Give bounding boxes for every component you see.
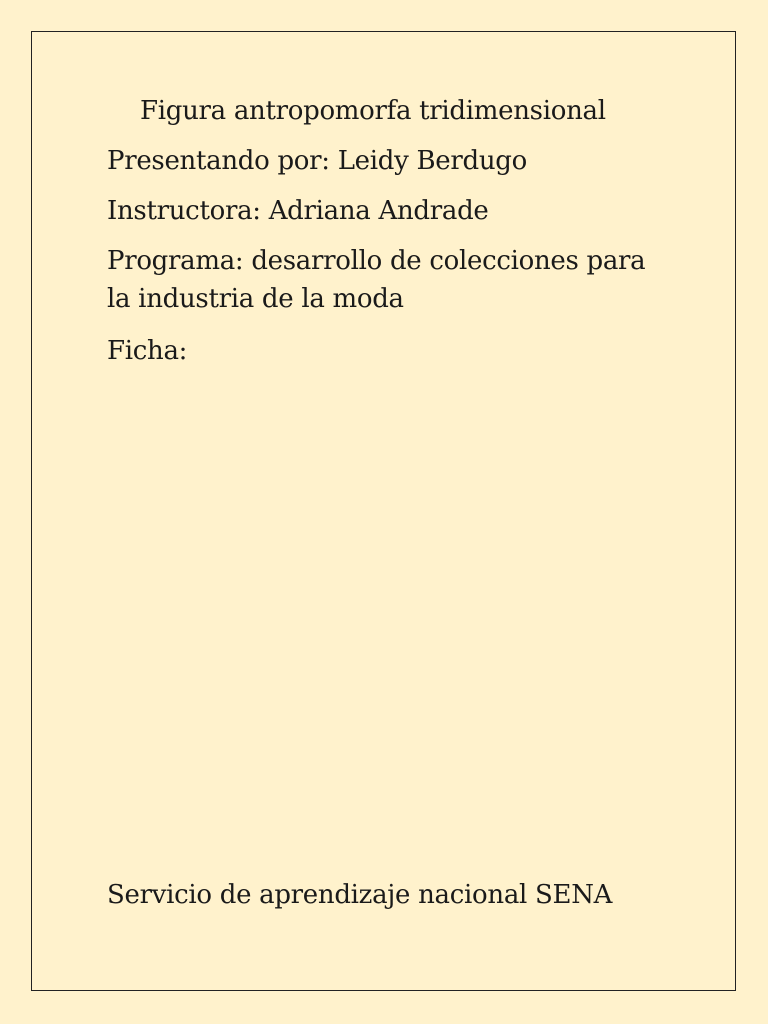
institution-line: Servicio de aprendizaje nacional SENA bbox=[107, 880, 613, 910]
instructor-line: Instructora: Adriana Andrade bbox=[107, 196, 489, 226]
program-line-2: la industria de la moda bbox=[107, 284, 404, 314]
presented-by-line: Presentando por: Leidy Berdugo bbox=[107, 146, 527, 176]
program-line-1: Programa: desarrollo de colecciones para bbox=[107, 246, 646, 276]
record-line: Ficha: bbox=[107, 336, 188, 366]
document-title: Figura antropomorfa tridimensional bbox=[140, 96, 606, 126]
